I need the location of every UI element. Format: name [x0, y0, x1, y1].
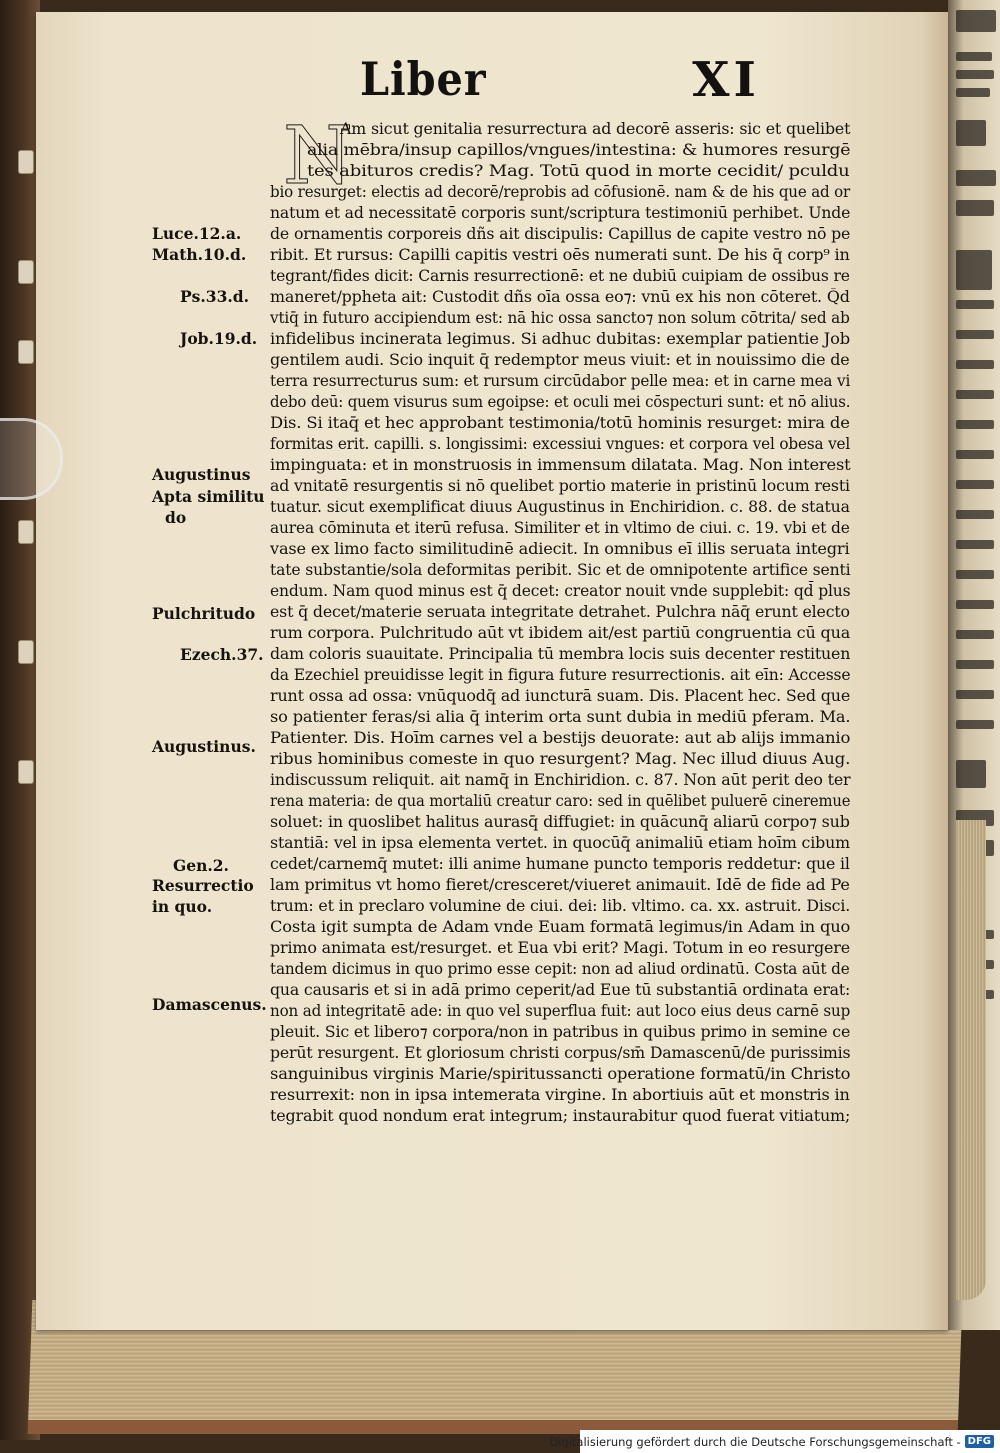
- digitization-footer: [549, 1430, 1000, 1453]
- text-line: tegrant/fides dicit: Carnis resurrectionē: et ne dubiū cuipiam de ossibus re: [270, 267, 850, 285]
- text-line: resurrexit: non in ipsa intemerata virgine. In abortiuis aūt et monstris in: [270, 1086, 850, 1104]
- margin-note: Ps.33.d.: [180, 287, 249, 306]
- text-line: gentilem audi. Scio inquit q̄ redemptor meus viuit: et in nouissimo die de: [270, 351, 850, 369]
- page-edges-right: [956, 820, 986, 1300]
- decorated-initial: N: [283, 109, 353, 202]
- text-line: cedet/carnemq̄ mutet: illi anime humane puncto temporis reddetur: que il: [270, 855, 850, 873]
- text-line: ad vnitatē resurgentis si nō quelibet portio materie in pristinū locum resti: [270, 477, 850, 495]
- text-line: runt ossa ad ossa: vnūquodq̄ ad iuncturā suam. Dis. Placent hec. Sed que: [270, 687, 851, 705]
- margin-note: Job.19.d.: [180, 329, 258, 348]
- margin-note: Gen.2.: [173, 856, 229, 875]
- margin-note: Augustinus.: [152, 737, 256, 756]
- margin-note: Resurrectio: [152, 876, 254, 895]
- margin-note: Damascenus.: [152, 995, 267, 1014]
- text-line: primo animata est/resurget. et Eua vbi erit? Magi. Totum in eo resurgere: [270, 939, 850, 957]
- tab-marker: [18, 760, 34, 784]
- text-line: endum. Nam quod minus est q̄ decet: creator nouit vnde supplebit: qd̄ plus: [270, 582, 851, 600]
- text-line: aurea cōminuta et iterū refusa. Similiter et in vltimo de ciui. c. 19. vbi et de: [270, 519, 850, 537]
- running-title: Liber: [360, 52, 487, 106]
- margin-note: in quo.: [152, 897, 213, 916]
- tab-marker: [18, 640, 34, 664]
- dfg-logo: DFG: [965, 1435, 994, 1448]
- margin-note: Ezech.37.: [180, 645, 264, 664]
- text-line: rum corpora. Pulchritudo aūt vt ibidem ait/est partiū congruentia cū qua: [270, 624, 851, 642]
- funding-credit: Digitalisierung gefördert durch die Deutsche Forschungsgemeinschaft -: [549, 1434, 961, 1449]
- text-line: Patienter. Dis. Hoīm carnes vel a bestijs deuorate: aut ab alijs immanio: [270, 729, 851, 747]
- text-line: sanguinibus virginis Marie/spiritussancti operatione formatū/in Christo: [270, 1065, 851, 1083]
- text-line: perūt resurgent. Et gloriosum christi corpus/sm̄ Damascenū/de purissimis: [270, 1044, 851, 1062]
- text-line: soluet: in quoslibet halitus aurasq̄ diffugiet: in quācunq̄ aliarū corpo⁊ sub: [270, 813, 850, 831]
- text-line: so patienter feras/si alia q̄ interim orta sunt dubia in mediū pferam. Ma.: [270, 708, 851, 726]
- text-line: debo deū: quem visurus sum egoipse: et oculi mei cōspecturi sunt: et nō alius.: [270, 393, 851, 411]
- text-line: tate substantie/sola deformitas peribit. Sic et de omnipotente artifice senti: [270, 561, 851, 579]
- text-line: rena materia: de qua mortaliū creatur caro: sed in quēlibet puluerē cineremue: [270, 792, 851, 810]
- text-line: de ornamentis corporeis dñs ait discipulis: Capillus de capite vestro nō pe: [270, 225, 851, 243]
- text-line: lam primitus vt homo fieret/cresceret/viueret animauit. Idē de fide ad Pe: [270, 876, 850, 894]
- text-line: tes abituros credis? Mag. Totū quod in morte cecidit/ pculdu: [307, 162, 850, 180]
- text-line: natum et ad necessitatē corporis sunt/scriptura testimoniū perhibet. Unde: [270, 204, 851, 222]
- tab-marker: [18, 260, 34, 284]
- text-line: maneret/ppheta ait: Custodit dñs oīa ossa eo⁊: vnū ex his non cōteret. Q̄d: [270, 288, 850, 306]
- text-line: Am sicut genitalia resurrectura ad decorē asseris: sic et quelibet: [340, 120, 851, 138]
- text-line: vtiq̄ in futuro accipiendum est: nā hic ossa sancto⁊ non solum cōtrita/ sed ab: [270, 309, 850, 327]
- margin-note: Pulchritudo: [152, 604, 256, 623]
- text-line: alia mēbra/insup capillos/vngues/intestina: & humores resurgē: [307, 141, 851, 159]
- text-line: tuatur. sicut exemplificat diuus Augustinus in Enchiridion. c. 88. de statua: [270, 498, 850, 516]
- text-line: Costa igit sumpta de Adam vnde Euam formatā legimus/in Adam in quo: [270, 918, 851, 936]
- book-number: XI: [692, 52, 760, 108]
- text-line: tandem dicimus in quo primo esse cepit: non ad aliud ordinatū. Costa aūt de: [270, 960, 850, 978]
- text-line: stantiā: vel in ipsa elementa vertet. in quocūq̄ animaliū etiam hoīm cibum: [270, 834, 850, 852]
- text-line: non ad integritatē ade: in quo vel superflua fuit: aut loco eius deus carnē sup: [270, 1002, 851, 1020]
- text-line: infidelibus incinerata legimus. Si adhuc dubitas: exemplar patientie Job: [270, 330, 851, 348]
- text-line: ribus hominibus comeste in quo resurgent? Mag. Nec illud diuus Aug.: [270, 750, 851, 768]
- tab-marker: [18, 520, 34, 544]
- text-line: da Ezechiel preuidisse legit in figura future resurrectionis. ait eīn: Accesse: [270, 666, 851, 684]
- text-line: Dis. Si itaq̄ et hec approbant testimonia/totū hominis resurget: mira de: [270, 414, 850, 432]
- margin-note: Apta similitu: [152, 487, 265, 506]
- text-line: formitas erit. capilli. s. longissimi: excessiui vngues: et corpora vel obesa vel: [270, 435, 851, 453]
- text-line: ribit. Et rursus: Capilli capitis vestri oēs numerati sunt. De his q̄ corp⁹ in: [270, 246, 850, 264]
- text-line: qua causaris et si in adā primo ceperit/ad Eue tū substantiā ordinata erat:: [270, 981, 851, 999]
- text-line: impinguata: et in monstruosis in immensum dilatata. Mag. Non interest: [270, 456, 851, 474]
- text-line: indiscussum reliquit. ait namq̄ in Enchiridion. c. 87. Non aūt perit deo ter: [270, 771, 851, 789]
- text-line: trum: et in preclaro volumine de ciui. dei: lib. vltimo. ca. xx. astruit. Disci.: [270, 897, 851, 915]
- tab-marker: [18, 340, 34, 364]
- margin-note: do: [165, 508, 187, 527]
- book-cover-left: [0, 0, 40, 1440]
- running-head: [360, 52, 760, 122]
- text-line: pleuit. Sic et libero⁊ corpora/non in patribus in quibus primo in semine ce: [270, 1023, 851, 1041]
- text-line: dam coloris suauitate. Principalia tū membra locis suis decenter restituen: [270, 645, 851, 663]
- tab-marker: [18, 150, 34, 174]
- margin-note: Augustinus: [152, 465, 251, 484]
- text-line: vase ex limo facto similitudinē adiecit. In omnibus eī illis seruata integri: [270, 540, 850, 558]
- text-line: est q̄ decet/materie seruata integritate detrahet. Pulchra nāq̄ erunt electo: [270, 603, 850, 621]
- margin-note: Math.10.d.: [152, 245, 247, 264]
- text-line: bio resurget: electis ad decorē/reprobis ad cōfusionē. nam & de his que ad or: [270, 183, 851, 201]
- text-line: tegrabit quod nondum erat integrum; instaurabitur quod fuerat vitiatum;: [270, 1107, 851, 1125]
- text-line: terra resurrecturus sum: et rursum circūdabor pelle mea: et in carne mea vi: [270, 372, 851, 390]
- margin-note: Luce.12.a.: [152, 224, 242, 243]
